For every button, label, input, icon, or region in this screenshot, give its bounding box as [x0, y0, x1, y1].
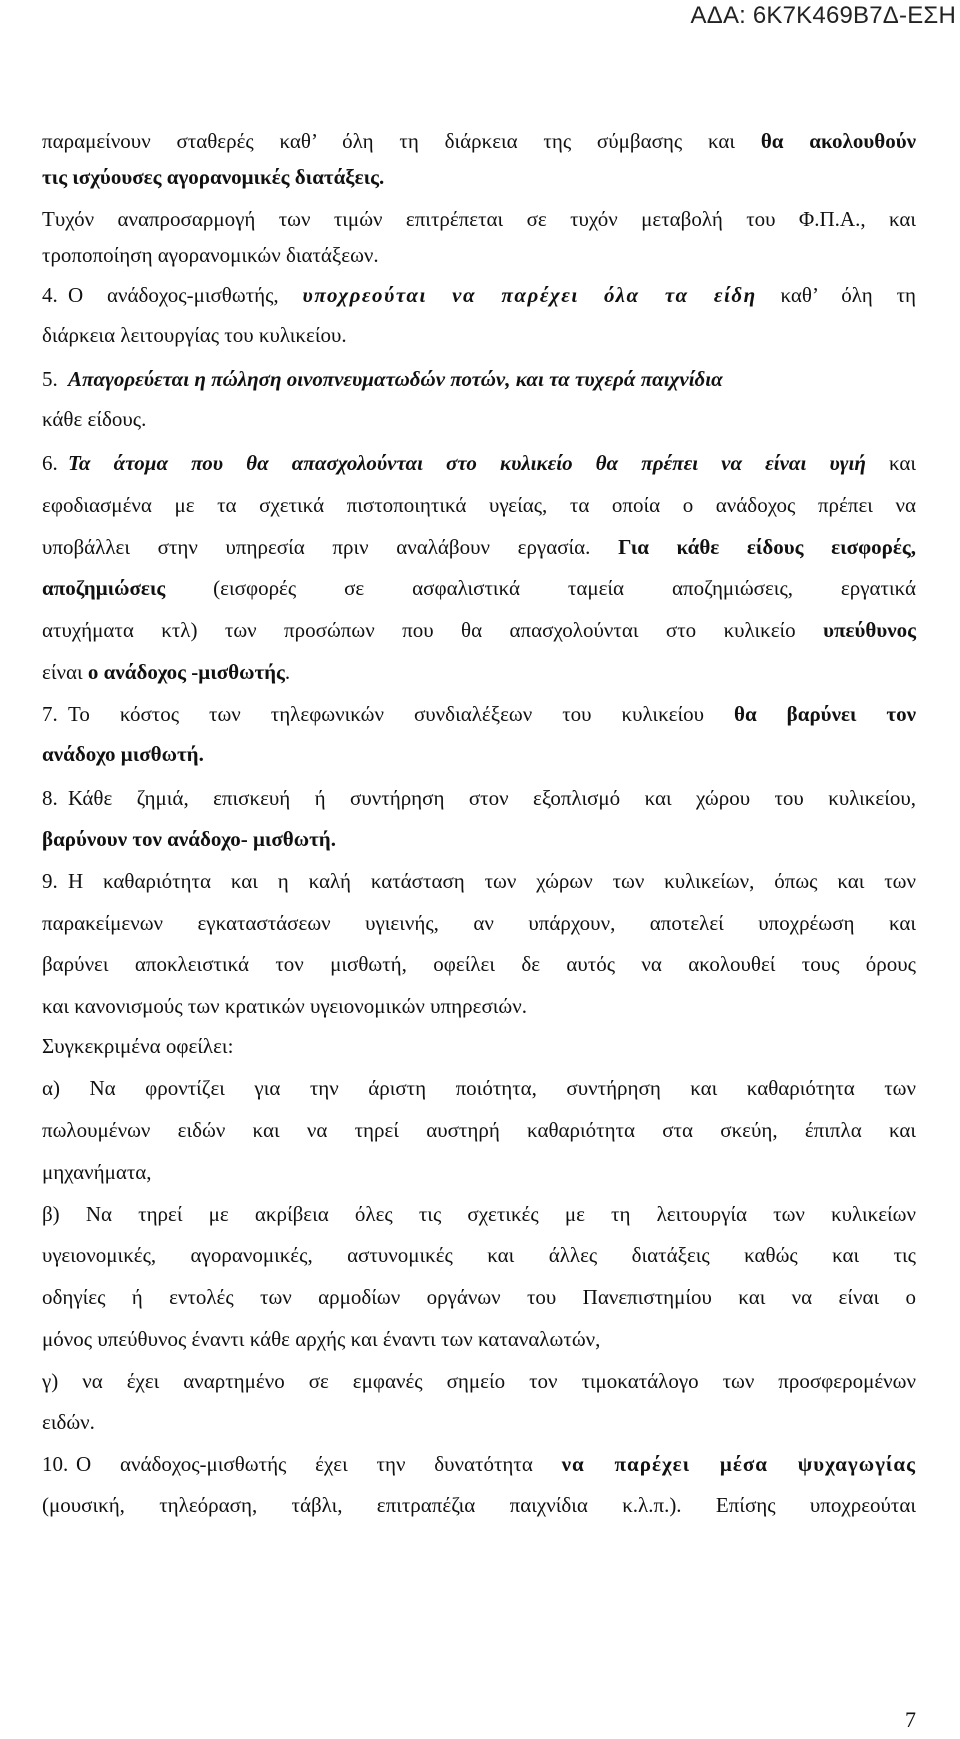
bold-text: θα ακολουθούν	[760, 129, 916, 153]
bold-text: ο ανάδοχος -μισθωτής	[87, 660, 285, 684]
ada-code: ΑΔΑ: 6Κ7Κ469Β7Δ-ΕΣΗ	[690, 2, 956, 29]
text-line: β) Να τηρεί με ακρίβεια όλες τις σχετικές με τη λειτουργία των κυλικείων	[42, 1202, 916, 1226]
item-number: 4.	[42, 283, 58, 307]
text-line: βαρύνει αποκλειστικά τον μισθωτή, οφείλει δε αυτός να ακολουθεί τους όρους	[42, 952, 916, 976]
text-line	[42, 127, 916, 155]
text-line: Τυχόν αναπροσαρμογή των τιμών επιτρέπεται σε τυχόν μεταβολή του Φ.Π.Α., και	[42, 207, 916, 231]
text-line: κάθε είδους.	[42, 407, 147, 431]
text-line	[42, 533, 916, 561]
bold-italic-text: Τα άτομα που θα απασχολούνται στο κυλικείο θα πρέπει να είναι υγιή	[68, 451, 866, 475]
text-line: πωλουμένων ειδών και να τηρεί αυστηρή καθαριότητα στα σκεύη, έπιπλα και	[42, 1118, 916, 1142]
text-line	[42, 658, 916, 686]
bold-text: να παρέχει μέσα ψυχαγωγίας	[561, 1452, 916, 1476]
text-line: εφοδιασμένα με τα σχετικά πιστοποιητικά υγείας, τα οποία ο ανάδοχος πρέπει να	[42, 493, 916, 517]
bold-text: θα βαρύνει τον	[734, 702, 916, 726]
text-span: .	[284, 660, 291, 684]
item-number: 10.	[42, 1452, 69, 1476]
text-line: μόνος υπεύθυνος έναντι κάθε αρχής και έναντι των καταναλωτών,	[42, 1327, 601, 1351]
text-span: Κάθε ζημιά, επισκευή ή συντήρηση στον εξοπλισμό και χώρου του κυλικείου,	[68, 786, 916, 810]
text-line: α) Να φροντίζει για την άριστη ποιότητα, συντήρηση και καθαριότητα των	[42, 1076, 916, 1100]
item-number: 8.	[42, 786, 58, 810]
text-span: παραμείνουν σταθερές καθ’ όλη τη διάρκεια της σύμβασης και	[42, 129, 761, 153]
text-span: Ο ανάδοχος-μισθωτής,	[68, 283, 303, 307]
item-number: 6.	[42, 451, 58, 475]
item-number: 7.	[42, 702, 58, 726]
page-number: 7	[905, 1707, 916, 1732]
text-line: τις ισχύουσες αγορανομικές διατάξεις.	[42, 165, 385, 189]
item-number: 9.	[42, 869, 58, 893]
text-line: Συγκεκριμένα οφείλει:	[42, 1034, 234, 1058]
bold-italic-text: υποχρεούται να παρέχει όλα τα είδη	[302, 283, 757, 307]
text-line	[42, 616, 916, 644]
text-span: είναι	[42, 660, 88, 684]
text-span: Το κόστος των τηλεφωνικών συνδιαλέξεων του κυλικείου	[68, 702, 734, 726]
text-line: και κανονισμούς των κρατικών υγειονομικών υπηρεσιών.	[42, 994, 527, 1018]
text-line: (μουσική, τηλεόραση, τάβλι, επιτραπέζια παιχνίδια κ.λ.π.). Επίσης υποχρεούται	[42, 1493, 916, 1517]
text-span: ατυχήματα κτλ) των προσώπων που θα απασχολούνται στο κυλικείο	[42, 618, 824, 642]
text-span: και	[865, 451, 916, 475]
text-line: υγειονομικές, αγορανομικές, αστυνομικές και άλλες διατάξεις καθώς και τις	[42, 1243, 916, 1267]
text-span: Η καθαριότητα και η καλή κατάσταση των χώρων των κυλικείων, όπως και των	[68, 869, 916, 893]
text-span: (εισφορές σε ασφαλιστικά ταμεία αποζημιώσεις, εργατικά	[165, 576, 916, 600]
text-line: τροποποίηση αγορανομικών διατάξεων.	[42, 243, 379, 267]
text-line: βαρύνουν τον ανάδοχο- μισθωτή.	[42, 827, 336, 851]
text-line: ανάδοχο μισθωτή.	[42, 742, 204, 766]
text-line: ειδών.	[42, 1410, 95, 1434]
bold-italic-text: Απαγορεύεται η πώληση οινοπνευματωδών ποτών, και τα τυχερά παιχνίδια	[68, 367, 723, 391]
bold-text: αποζημιώσεις	[42, 576, 166, 600]
bold-text: Για κάθε είδους εισφορές,	[618, 535, 916, 559]
item-number: 5.	[42, 367, 58, 391]
text-span: καθ’ όλη τη	[756, 283, 916, 307]
text-line	[42, 574, 916, 602]
bold-text: υπεύθυνος	[823, 618, 916, 642]
text-line: οδηγίες ή εντολές των αρμοδίων οργάνων του Πανεπιστημίου και να είναι ο	[42, 1285, 916, 1309]
text-line: μηχανήματα,	[42, 1160, 152, 1184]
text-span: Ο ανάδοχος-μισθωτής έχει την δυνατότητα	[76, 1452, 562, 1476]
text-line: διάρκεια λειτουργίας του κυλικείου.	[42, 323, 347, 347]
text-line: παρακείμενων εγκαταστάσεων υγιεινής, αν υπάρχουν, αποτελεί υποχρέωση και	[42, 911, 916, 935]
text-span: υποβάλλει στην υπηρεσία πριν αναλάβουν εργασία.	[42, 535, 619, 559]
text-line: γ) να έχει αναρτημένο σε εμφανές σημείο τον τιμοκατάλογο των προσφερομένων	[42, 1369, 916, 1393]
